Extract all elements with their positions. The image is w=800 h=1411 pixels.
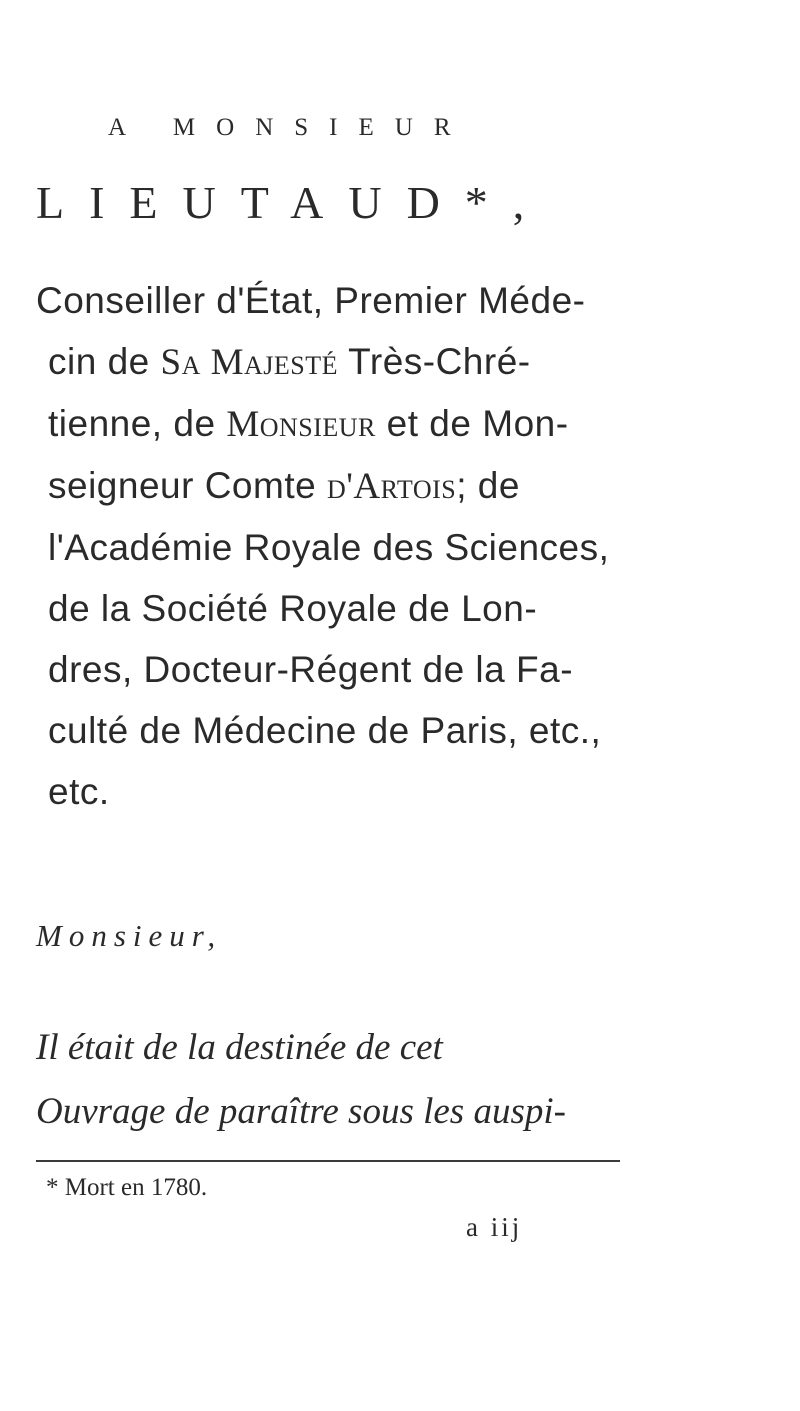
titles-line-2-a: cin de xyxy=(48,341,161,382)
titles-line-3 xyxy=(36,393,636,455)
footnote-rule xyxy=(36,1160,620,1162)
titles-line-4-smallcaps: d'Artois xyxy=(326,466,457,507)
body-line-2: Ouvrage de paraître sous les auspi- xyxy=(36,1091,566,1132)
titles-line-1: Conseiller d'État, Premier Méde- xyxy=(36,280,586,321)
salutation: Monsieur, xyxy=(36,918,223,953)
titles-line-4-b: ; de xyxy=(456,465,520,506)
titles-line-6: de la Société Royale de Lon- xyxy=(48,588,538,629)
footnote: * Mort en 1780. xyxy=(46,1174,208,1201)
titles-line-3-smallcaps: Monsieur xyxy=(226,404,376,445)
dedication-name-heading: LIEUTAUD*, xyxy=(36,177,550,228)
titles-line-8: culté de Médecine de Paris, etc., xyxy=(48,710,602,751)
titles-line-2-b: Très-Chré- xyxy=(338,341,531,382)
page-signature-mark: a iij xyxy=(466,1212,523,1242)
titles-line-2-smallcaps: Sa Majesté xyxy=(160,342,339,383)
body-line-1: Il était de la destinée de cet xyxy=(36,1027,443,1068)
titles-line-4 xyxy=(36,455,636,517)
recipient-titles xyxy=(36,270,636,822)
titles-line-5: l'Académie Royale des Sciences, xyxy=(48,527,610,568)
titles-line-7: dres, Docteur-Régent de la Fa- xyxy=(48,649,574,690)
titles-line-3-a: tienne, de xyxy=(48,403,227,444)
dedication-recipient-heading: A MONSIEUR xyxy=(108,114,472,141)
titles-line-2 xyxy=(36,331,636,393)
titles-line-3-b: et de Mon- xyxy=(375,403,569,444)
titles-line-4-a: seigneur Comte xyxy=(48,465,327,506)
body-text xyxy=(36,1016,656,1144)
titles-line-9: etc. xyxy=(48,771,110,812)
